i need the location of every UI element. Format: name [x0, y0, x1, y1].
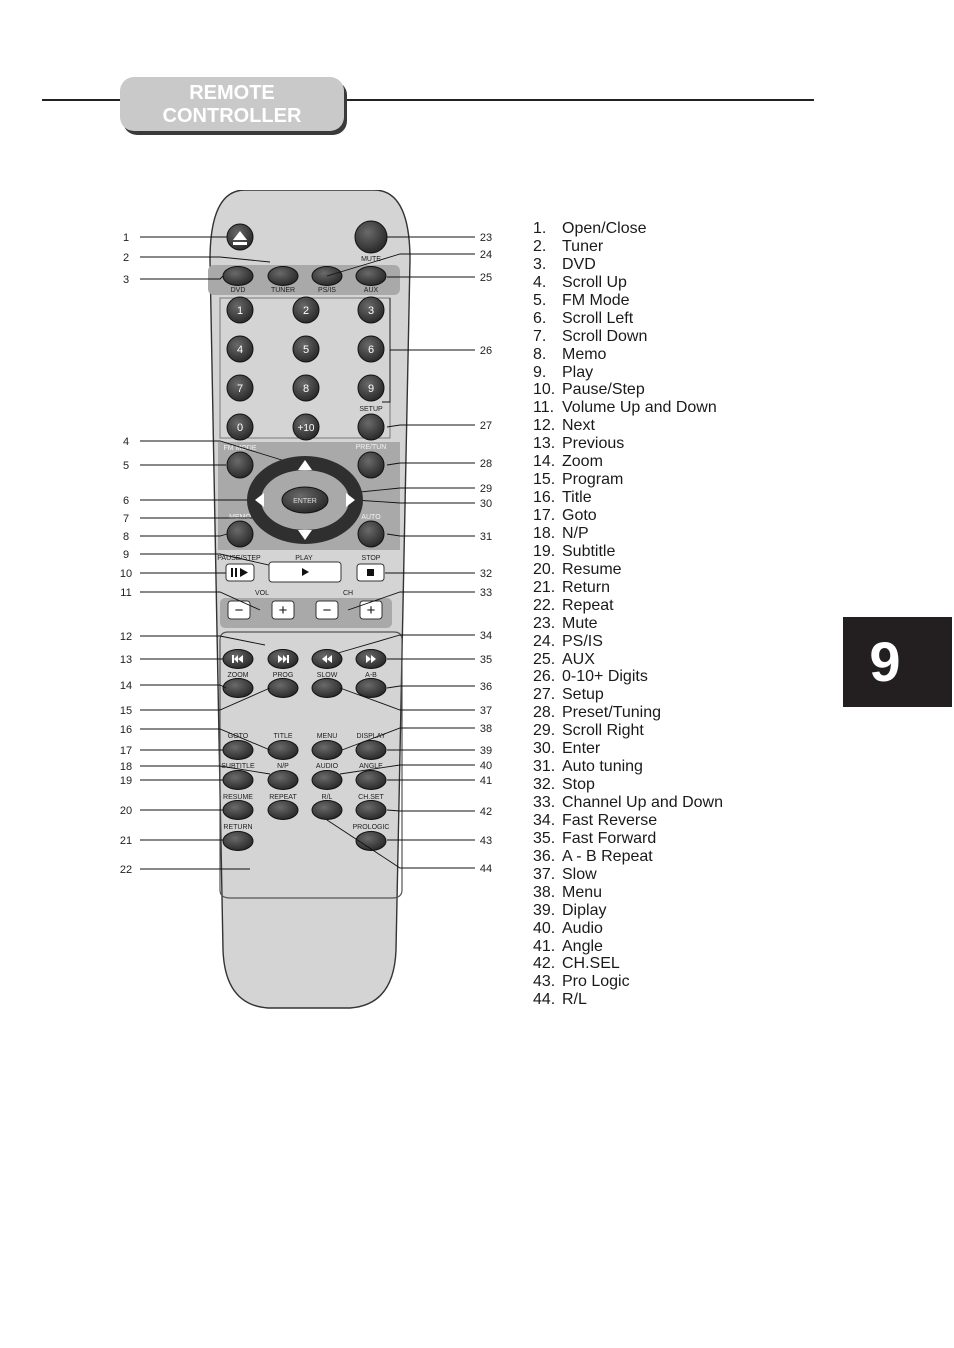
setup-button[interactable]: [358, 414, 384, 440]
header-rule-right: [340, 99, 814, 101]
angle-label: ANGLE: [359, 763, 383, 770]
callout-number: 40: [479, 760, 493, 772]
legend-number: 27.: [533, 686, 556, 704]
legend-text: Scroll Left: [562, 309, 634, 327]
legend-item: [533, 686, 723, 704]
repeat-button[interactable]: [268, 801, 298, 820]
digit-label: 1: [236, 305, 244, 317]
legend-number: 37.: [533, 865, 556, 883]
legend-number: 33.: [533, 794, 556, 811]
legend-item: [533, 812, 723, 830]
resume-label: RESUME: [223, 794, 253, 801]
memo-button[interactable]: [227, 521, 253, 547]
auto-button[interactable]: [358, 521, 384, 547]
digit-label: 2: [302, 305, 310, 317]
callout-number: 36: [479, 681, 493, 693]
legend-item: [533, 310, 723, 328]
legend-item: [533, 292, 723, 310]
legend-item: [533, 955, 723, 973]
callout-number: 29: [479, 483, 493, 495]
callout-number: 35: [479, 654, 493, 666]
legend-number: 18.: [533, 524, 556, 542]
angle-button[interactable]: [356, 771, 386, 790]
resume-button[interactable]: [223, 801, 253, 820]
prologic-label: PROLOGIC: [352, 824, 390, 831]
legend-text: Menu: [562, 883, 603, 901]
legend-text: Scroll Down: [562, 327, 648, 345]
legend-item: [533, 346, 723, 364]
enter-label: ENTER: [293, 498, 317, 505]
stop-icon: [367, 569, 374, 576]
header-rule-left: [42, 99, 126, 101]
legend-number: 3.: [533, 255, 547, 273]
legend-number: 9.: [533, 363, 547, 381]
legend-text: FM Mode: [562, 291, 630, 309]
legend-text: Open/Close: [562, 220, 647, 237]
vol-label: VOL: [254, 590, 270, 597]
legend-text: Scroll Up: [562, 273, 627, 291]
callout-number: 21: [119, 835, 133, 847]
ch-label: CH: [342, 590, 354, 597]
callout-number: 37: [479, 705, 493, 717]
legend-number: 7.: [533, 327, 547, 345]
callout-number: 14: [119, 680, 133, 692]
legend-item: [533, 525, 723, 543]
legend-text: Program: [562, 471, 624, 489]
ch-set-button[interactable]: [356, 801, 386, 820]
digit-label: 9: [367, 383, 375, 395]
mute-button[interactable]: [355, 221, 387, 253]
callout-number: 27: [479, 420, 493, 432]
pre-tun-button[interactable]: [358, 452, 384, 478]
legend-item: [533, 758, 723, 776]
legend-item: [533, 740, 723, 758]
callout-number: 8: [122, 531, 130, 543]
legend-text: Audio: [562, 919, 603, 937]
subtitle-button[interactable]: [223, 771, 253, 790]
legend-text: Goto: [562, 507, 597, 524]
callout-number: 6: [122, 495, 130, 507]
zoom-label: ZOOM: [227, 672, 249, 679]
legend-number: 24.: [533, 632, 556, 650]
legend-item: [533, 399, 723, 417]
legend-text: AUX: [562, 650, 595, 668]
callout-number: 33: [479, 587, 493, 599]
pre-tun-label: PRE/TUN: [355, 444, 387, 451]
legend-text: Pause/Step: [562, 381, 645, 399]
legend-item: [533, 435, 723, 453]
legend-text: Next: [562, 417, 595, 435]
n-p-button[interactable]: [268, 771, 298, 790]
callout-number: 30: [479, 498, 493, 510]
legend-number: 19.: [533, 542, 556, 560]
legend-number: 41.: [533, 937, 556, 955]
tuner-label: TUNER: [270, 287, 296, 294]
legend-number: 25.: [533, 650, 556, 668]
legend-item: [533, 579, 723, 597]
memo-label: MEMO: [229, 514, 251, 521]
legend-number: 6.: [533, 309, 547, 327]
callout-number: 34: [479, 630, 493, 642]
legend-number: 38.: [533, 883, 556, 901]
prog-button[interactable]: [268, 679, 298, 698]
legend-number: 44.: [533, 991, 556, 1009]
legend-text: DVD: [562, 255, 596, 273]
legend-item: [533, 381, 723, 399]
stop-label: STOP: [361, 555, 381, 562]
legend-text: Enter: [562, 740, 601, 758]
callout-number: 20: [119, 805, 133, 817]
digit-label: 8: [302, 383, 310, 395]
legend-item: [533, 597, 723, 615]
legend-item: [533, 902, 723, 920]
section-title: [120, 82, 344, 128]
legend-number: 23.: [533, 614, 556, 632]
callout-number: 43: [479, 835, 493, 847]
zoom-button[interactable]: [223, 679, 253, 698]
legend-item: [533, 471, 723, 489]
legend-number: 30.: [533, 740, 556, 758]
legend-item: [533, 256, 723, 274]
legend-text: Setup: [562, 686, 604, 704]
section-title-line2: CONTROLLER: [162, 105, 302, 127]
legend-number: 43.: [533, 973, 556, 991]
callout-number: 15: [119, 705, 133, 717]
aux-button[interactable]: [356, 267, 386, 286]
callout-number: 2: [122, 252, 130, 264]
legend-number: 12.: [533, 417, 556, 435]
legend-text: Volume Up and Down: [562, 399, 717, 417]
legend-text: Angle: [562, 937, 603, 955]
callout-number: 42: [479, 806, 493, 818]
callout-number: 16: [119, 724, 133, 736]
ch-set-label: CH.SET: [358, 794, 384, 801]
callout-number: 5: [122, 460, 130, 472]
a-b-button[interactable]: [356, 679, 386, 698]
digit-label: 4: [236, 344, 244, 356]
legend-number: 36.: [533, 847, 556, 865]
legend-text: Stop: [562, 776, 595, 794]
legend-item: [533, 651, 723, 669]
legend-number: 21.: [533, 578, 556, 596]
callout-number: 19: [119, 775, 133, 787]
repeat-label: REPEAT: [269, 794, 297, 801]
callout-number: 7: [122, 513, 130, 525]
legend-number: 17.: [533, 507, 556, 524]
legend-text: A - B Repeat: [562, 847, 653, 865]
legend-item: [533, 884, 723, 902]
legend-text: Memo: [562, 345, 607, 363]
legend-number: 31.: [533, 758, 556, 776]
legend-item: [533, 973, 723, 991]
callout-number: 17: [119, 745, 133, 757]
legend-item: [533, 238, 723, 256]
legend-item: [533, 561, 723, 579]
audio-button[interactable]: [312, 771, 342, 790]
callout-number: 28: [479, 458, 493, 470]
legend-text: Fast Forward: [562, 829, 657, 847]
goto-button[interactable]: [223, 741, 253, 760]
aux-label: AUX: [363, 287, 379, 294]
auto-label: AUTO: [361, 514, 381, 521]
legend-text: Slow: [562, 865, 597, 883]
title-button[interactable]: [268, 741, 298, 760]
callout-number: 10: [119, 568, 133, 580]
legend-number: 34.: [533, 811, 556, 829]
legend-text: Play: [562, 363, 594, 381]
legend-text: 0-10+ Digits: [562, 668, 648, 686]
fm-mode-button[interactable]: [227, 452, 253, 478]
play-label: PLAY: [295, 555, 313, 562]
legend-text: Resume: [562, 560, 622, 578]
digit-label: 0: [236, 422, 244, 434]
fm-mode-label: FM MODE: [223, 445, 257, 452]
goto-label: GOTO: [227, 733, 249, 740]
digit-label: +10: [297, 423, 315, 434]
legend-text: N/P: [562, 524, 589, 542]
callout-number: 9: [122, 549, 130, 561]
r-l-label: R/L: [321, 794, 333, 801]
callout-number: 41: [479, 775, 493, 787]
callout-number: 44: [479, 863, 493, 875]
legend-item: [533, 794, 723, 812]
legend-text: Scroll Right: [562, 722, 644, 740]
vol-down-button-sign: −: [234, 602, 244, 619]
remote-diagram: [110, 190, 510, 1020]
button-legend: [533, 220, 723, 1009]
chapter-number: 9: [869, 630, 901, 693]
legend-text: Return: [562, 578, 611, 596]
pause-step-label: PAUSE/STEP: [217, 555, 261, 562]
legend-number: 20.: [533, 560, 556, 578]
callout-number: 18: [119, 761, 133, 773]
legend-item: [533, 507, 723, 525]
legend-number: 39.: [533, 901, 556, 919]
legend-number: 15.: [533, 471, 556, 489]
dvd-button[interactable]: [223, 267, 253, 286]
legend-number: 14.: [533, 453, 556, 471]
legend-number: 32.: [533, 776, 556, 794]
legend-text: Zoom: [562, 453, 603, 471]
legend-number: 5.: [533, 291, 547, 309]
legend-text: Channel Up and Down: [562, 794, 723, 811]
vol-up-button-sign: +: [278, 602, 288, 619]
legend-item: [533, 328, 723, 346]
callout-number: 13: [119, 654, 133, 666]
legend-number: 40.: [533, 919, 556, 937]
legend-item: [533, 417, 723, 435]
legend-text: Diplay: [562, 901, 607, 919]
callout-number: 24: [479, 249, 493, 261]
callout-number: 11: [120, 587, 132, 599]
legend-text: R/L: [562, 991, 587, 1009]
digit-label: 7: [236, 383, 244, 395]
legend-text: Previous: [562, 435, 625, 453]
legend-item: [533, 938, 723, 956]
legend-number: 26.: [533, 668, 556, 686]
tuner-button[interactable]: [268, 267, 298, 286]
legend-text: Auto tuning: [562, 758, 643, 776]
legend-text: CH.SEL: [562, 955, 620, 973]
legend-item: [533, 830, 723, 848]
legend-number: 10.: [533, 381, 556, 399]
ch-down-button-sign: −: [322, 602, 332, 619]
legend-item: [533, 704, 723, 722]
legend-item: [533, 668, 723, 686]
legend-number: 1.: [533, 220, 547, 237]
legend-item: [533, 220, 723, 238]
legend-item: [533, 364, 723, 382]
digit-label: 5: [302, 344, 310, 356]
callout-number: 26: [479, 345, 493, 357]
prologic-button[interactable]: [356, 832, 386, 851]
callout-number: 32: [479, 568, 493, 580]
dvd-label: DVD: [230, 287, 246, 294]
setup-label: SETUP: [359, 406, 383, 413]
digit-label: 6: [367, 344, 375, 356]
ps-is-label: PS/IS: [318, 287, 336, 294]
legend-text: Subtitle: [562, 542, 616, 560]
callout-number: 25: [479, 272, 493, 284]
prog-label: PROG: [272, 672, 294, 679]
callout-number: 22: [119, 864, 133, 876]
legend-item: [533, 543, 723, 561]
legend-item: [533, 722, 723, 740]
legend-number: 22.: [533, 596, 556, 614]
return-label: RETURN: [223, 824, 253, 831]
legend-text: Tuner: [562, 237, 604, 255]
display-label: DISPLAY: [356, 733, 386, 740]
legend-text: Repeat: [562, 596, 614, 614]
mute-label: MUTE: [361, 256, 381, 263]
legend-number: 4.: [533, 273, 547, 291]
legend-number: 42.: [533, 955, 556, 973]
legend-text: PS/IS: [562, 632, 603, 650]
menu-label: MENU: [316, 733, 338, 740]
callout-line: [140, 534, 227, 536]
callout-number: 12: [119, 631, 133, 643]
title-label: TITLE: [273, 733, 293, 740]
slow-label: SLOW: [316, 672, 338, 679]
slow-button[interactable]: [312, 679, 342, 698]
callout-number: 4: [122, 436, 130, 448]
callout-line: [140, 685, 226, 688]
legend-text: Fast Reverse: [562, 811, 658, 829]
callout-number: 31: [479, 531, 493, 543]
ch-up-button-sign: +: [366, 602, 376, 619]
digit-label: 3: [367, 305, 375, 317]
legend-text: Pro Logic: [562, 973, 630, 991]
legend-text: Mute: [562, 614, 598, 632]
r-l-button[interactable]: [312, 801, 342, 820]
legend-item: [533, 489, 723, 507]
legend-number: 29.: [533, 722, 556, 740]
legend-item: [533, 776, 723, 794]
legend-item: [533, 848, 723, 866]
callout-number: 23: [479, 232, 493, 244]
legend-item: [533, 991, 723, 1009]
a-b-label: A-B: [365, 672, 377, 679]
audio-label: AUDIO: [315, 763, 339, 770]
legend-item: [533, 615, 723, 633]
legend-number: 8.: [533, 345, 547, 363]
legend-item: [533, 633, 723, 651]
callout-line: [387, 810, 475, 811]
callout-number: 39: [479, 745, 493, 757]
callout-number: 1: [122, 232, 130, 244]
menu-button[interactable]: [312, 741, 342, 760]
legend-item: [533, 920, 723, 938]
callout-number: 38: [479, 723, 493, 735]
legend-number: 2.: [533, 237, 547, 255]
return-button[interactable]: [223, 832, 253, 851]
legend-number: 28.: [533, 704, 556, 722]
section-title-line1: REMOTE: [189, 82, 275, 104]
legend-number: 13.: [533, 435, 556, 453]
subtitle-label: SUBTITLE: [221, 763, 255, 770]
callout-number: 3: [122, 274, 130, 286]
legend-item: [533, 453, 723, 471]
legend-item: [533, 866, 723, 884]
legend-number: 16.: [533, 489, 556, 507]
legend-item: [533, 274, 723, 292]
legend-number: 11.: [533, 399, 555, 417]
legend-number: 35.: [533, 829, 556, 847]
n-p-label: N/P: [277, 763, 289, 770]
legend-text: Title: [562, 489, 592, 507]
legend-text: Preset/Tuning: [562, 704, 662, 722]
